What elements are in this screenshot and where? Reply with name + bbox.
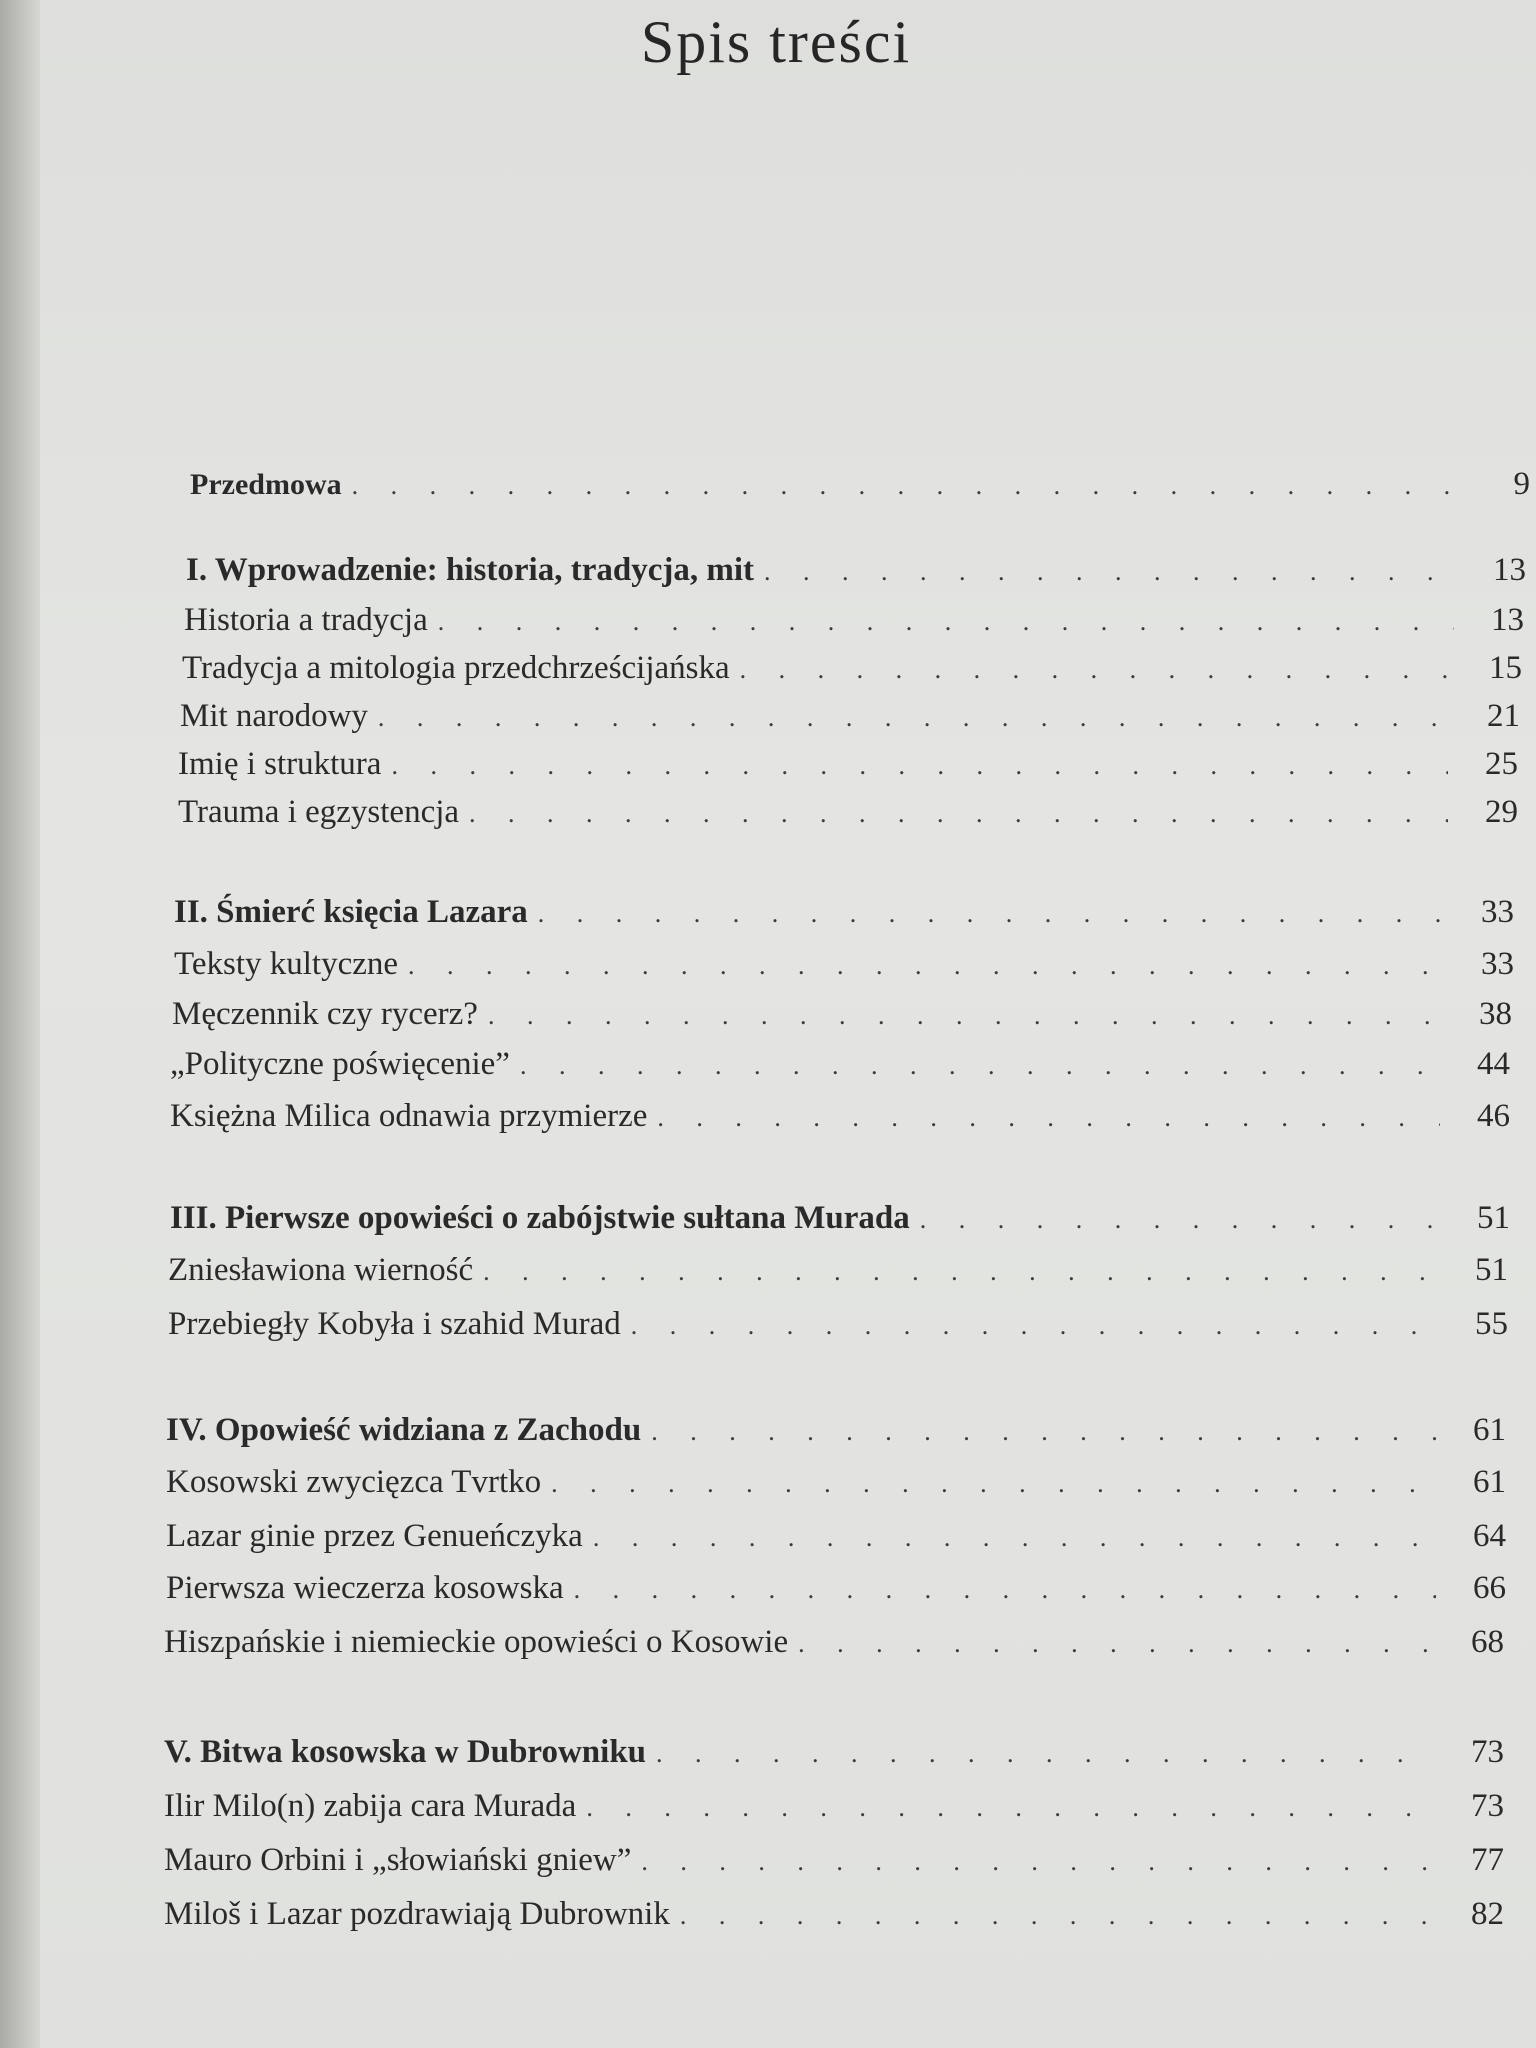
toc-section[interactable] [178, 742, 1518, 786]
toc-chapter-4[interactable] [166, 1408, 1506, 1452]
toc-entry-label: Zniesławiona wierność [168, 1252, 474, 1288]
leader-dots [740, 648, 1452, 692]
toc-entry-label: I. Wprowadzenie: historia, tradycja, mit [186, 552, 754, 588]
toc-page-number: 33 [1481, 946, 1514, 982]
toc-page-number: 77 [1471, 1842, 1504, 1878]
toc-page-number: 68 [1471, 1624, 1504, 1660]
toc-page-number: 73 [1471, 1788, 1504, 1824]
toc-section[interactable] [164, 1784, 1504, 1828]
toc-section[interactable] [168, 1302, 1508, 1346]
toc-page-number: 61 [1473, 1464, 1506, 1500]
toc-chapter-1[interactable] [186, 548, 1526, 592]
leader-dots [798, 1622, 1434, 1666]
leader-dots [551, 1462, 1436, 1506]
toc-page-number: 73 [1471, 1734, 1504, 1770]
toc-entry-label: Męczennik czy rycerz? [172, 996, 478, 1032]
leader-dots [641, 1840, 1434, 1884]
toc-section[interactable] [184, 598, 1524, 642]
toc-page-number: 13 [1493, 552, 1526, 588]
leader-dots [483, 1250, 1438, 1294]
toc-page-number: 66 [1473, 1570, 1506, 1606]
toc-page-number: 38 [1479, 996, 1512, 1032]
toc-entry-label: Przedmowa [190, 468, 342, 501]
toc-entry-label: Pierwsza wieczerza kosowska [166, 1570, 564, 1606]
leader-dots [352, 464, 1460, 508]
leader-dots [631, 1304, 1438, 1348]
leader-dots [764, 550, 1456, 594]
page-title: Spis treści [640, 9, 912, 75]
toc-section[interactable] [166, 1566, 1506, 1610]
toc-section[interactable] [166, 1514, 1506, 1558]
toc-page-number: 44 [1477, 1046, 1510, 1082]
toc-section[interactable] [164, 1620, 1504, 1664]
leader-dots [651, 1410, 1436, 1454]
leader-dots [656, 1732, 1434, 1776]
toc-section[interactable] [164, 1838, 1504, 1882]
leader-dots [538, 892, 1444, 936]
toc-page-number: 61 [1473, 1412, 1506, 1448]
leader-dots [657, 1096, 1440, 1140]
toc-entry-preface[interactable] [190, 462, 1530, 506]
leader-dots [408, 944, 1444, 988]
page-gutter [0, 0, 40, 2048]
toc-page-number: 33 [1481, 894, 1514, 930]
toc-page-number: 9 [1513, 466, 1530, 502]
toc-section[interactable] [170, 1094, 1510, 1138]
toc-section[interactable] [174, 942, 1514, 986]
toc-section[interactable] [180, 694, 1520, 738]
leader-dots [438, 600, 1454, 644]
leader-dots [586, 1786, 1434, 1830]
toc-page-number: 64 [1473, 1518, 1506, 1554]
toc-section[interactable] [182, 646, 1522, 690]
toc-entry-label: Mauro Orbini i „słowiański gniew” [164, 1842, 632, 1878]
toc-chapter-2[interactable] [174, 890, 1514, 934]
book-page [40, 0, 1536, 2048]
toc-entry-label: V. Bitwa kosowska w Dubrowniku [164, 1734, 647, 1770]
toc-page-number: 25 [1485, 746, 1518, 782]
toc-entry-label: II. Śmierć księcia Lazara [174, 894, 528, 930]
toc-section[interactable] [166, 1460, 1506, 1504]
leader-dots [920, 1198, 1440, 1242]
leader-dots [680, 1894, 1434, 1938]
toc-entry-label: Przebiegły Kobyła i szahid Murad [168, 1306, 621, 1342]
toc-page-number: 55 [1475, 1306, 1508, 1342]
toc-entry-label: Historia a tradycja [184, 602, 428, 638]
toc-page-number: 21 [1487, 698, 1520, 734]
toc-entry-label: Ilir Milo(n) zabija cara Murada [164, 1788, 577, 1824]
leader-dots [378, 696, 1450, 740]
leader-dots [469, 792, 1448, 836]
toc-page-number: 13 [1491, 602, 1524, 638]
toc-entry-label: Tradycja a mitologia przedchrześcijańska [182, 650, 730, 686]
toc-entry-label: Hiszpańskie i niemieckie opowieści o Kosowie [164, 1624, 789, 1660]
toc-entry-label: Teksty kultyczne [174, 946, 399, 982]
toc-page-number: 15 [1489, 650, 1522, 686]
toc-entry-label: Kosowski zwycięzca Tvrtko [166, 1464, 542, 1500]
toc-section[interactable] [168, 1248, 1508, 1292]
leader-dots [574, 1568, 1436, 1612]
toc-chapter-3[interactable] [170, 1196, 1510, 1240]
leader-dots [520, 1044, 1440, 1088]
toc-entry-label: Księżna Milica odnawia przymierze [170, 1098, 648, 1134]
toc-page-number: 46 [1477, 1098, 1510, 1134]
toc-entry-label: IV. Opowieść widziana z Zachodu [166, 1412, 642, 1448]
toc-section[interactable] [178, 790, 1518, 834]
leader-dots [593, 1516, 1436, 1560]
toc-section[interactable] [164, 1892, 1504, 1936]
leader-dots [488, 994, 1442, 1038]
toc-entry-label: Miloš i Lazar pozdrawiają Dubrownik [164, 1896, 670, 1932]
toc-section[interactable] [172, 992, 1512, 1036]
toc-page-number: 29 [1485, 794, 1518, 830]
leader-dots [391, 744, 1448, 788]
toc-page-number: 82 [1471, 1896, 1504, 1932]
toc-entry-label: Lazar ginie przez Genueńczyka [166, 1518, 583, 1554]
toc-entry-label: III. Pierwsze opowieści o zabójstwie sułtana Murada [170, 1200, 910, 1236]
toc-chapter-5[interactable] [164, 1730, 1504, 1774]
toc-page-number: 51 [1477, 1200, 1510, 1236]
toc-entry-label: Trauma i egzystencja [178, 794, 460, 830]
toc-entry-label: Mit narodowy [180, 698, 368, 734]
toc-entry-label: Imię i struktura [178, 746, 382, 782]
toc-section[interactable] [170, 1042, 1510, 1086]
toc-entry-label: „Polityczne poświęcenie” [170, 1046, 510, 1082]
toc-page-number: 51 [1475, 1252, 1508, 1288]
